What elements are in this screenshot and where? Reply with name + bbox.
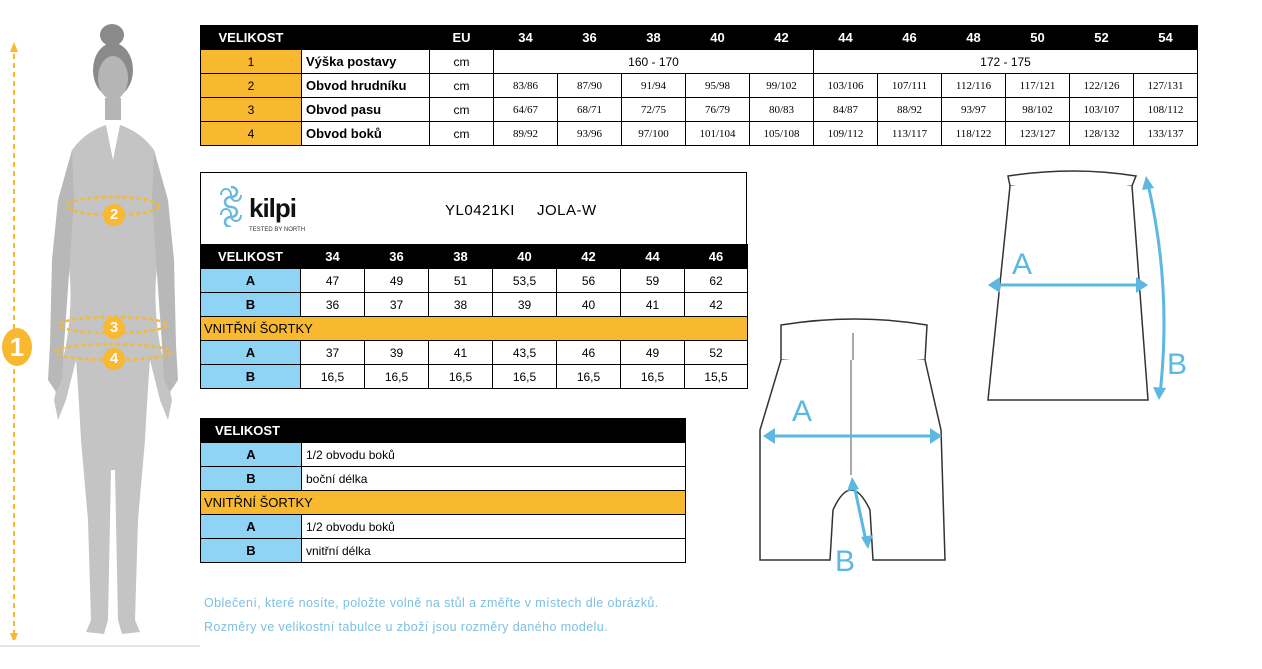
header-cell xyxy=(302,26,430,50)
note-line: Oblečení, které nosíte, položte volně na stůl a změřte v místech dle obrázků. xyxy=(204,596,659,610)
value-cell: 15,5 xyxy=(685,365,748,389)
marker-2: 2 xyxy=(103,204,125,226)
value-cell: 36 xyxy=(301,293,365,317)
value-cell: 39 xyxy=(493,293,557,317)
value-cell: 117/121 xyxy=(1006,74,1070,98)
table-row xyxy=(201,269,748,293)
value-cell: 62 xyxy=(685,269,748,293)
header-cell: 36 xyxy=(558,26,622,50)
table-row xyxy=(201,98,1198,122)
product-code: YL0421KI xyxy=(445,202,515,219)
value-cell: 16,5 xyxy=(365,365,429,389)
value-cell: 49 xyxy=(621,341,685,365)
value-cell: 68/71 xyxy=(558,98,622,122)
header-cell: 40 xyxy=(493,245,557,269)
product-name: JOLA-W xyxy=(537,202,597,219)
header-cell: 52 xyxy=(1070,26,1134,50)
row-label: A xyxy=(201,443,302,467)
header-cell: VELIKOST xyxy=(201,419,686,443)
size-table xyxy=(200,25,1198,146)
row-label: A xyxy=(201,341,301,365)
row-desc: vnitřní délka xyxy=(302,539,686,563)
table-row xyxy=(201,74,1198,98)
row-number: 2 xyxy=(201,74,302,98)
value-cell: 112/116 xyxy=(942,74,1006,98)
value-cell: 16,5 xyxy=(301,365,365,389)
value-cell: 16,5 xyxy=(557,365,621,389)
row-unit: cm xyxy=(430,122,494,146)
value-cell: 47 xyxy=(301,269,365,293)
value-cell: 89/92 xyxy=(494,122,558,146)
table-row xyxy=(201,341,748,365)
table-row xyxy=(201,539,686,563)
table-row xyxy=(201,467,686,491)
kilpi-logo xyxy=(215,183,305,241)
value-cell: 16,5 xyxy=(429,365,493,389)
value-cell: 46 xyxy=(557,341,621,365)
value-cell: 122/126 xyxy=(1070,74,1134,98)
row-label: Obvod pasu xyxy=(302,98,430,122)
marker-4: 4 xyxy=(103,348,125,370)
value-cell: 51 xyxy=(429,269,493,293)
kilpi-knot-icon xyxy=(215,183,247,227)
row-desc: 1/2 obvodu boků xyxy=(302,515,686,539)
value-cell: 80/83 xyxy=(750,98,814,122)
row-label: Výška postavy xyxy=(302,50,430,74)
value-cell: 109/112 xyxy=(814,122,878,146)
value-cell: 84/87 xyxy=(814,98,878,122)
value-cell: 41 xyxy=(621,293,685,317)
legend-table xyxy=(200,418,686,563)
value-cell: 91/94 xyxy=(622,74,686,98)
header-cell: 42 xyxy=(557,245,621,269)
value-cell: 118/122 xyxy=(942,122,1006,146)
note-line: Rozměry ve velikostní tabulce u zboží jsou rozměry daného modelu. xyxy=(204,620,608,634)
value-cell: 64/67 xyxy=(494,98,558,122)
body-figure xyxy=(0,0,200,664)
value-cell: 101/104 xyxy=(686,122,750,146)
value-cell: 52 xyxy=(685,341,748,365)
row-label: A xyxy=(201,269,301,293)
row-label: Obvod hrudníku xyxy=(302,74,430,98)
value-cell: 83/86 xyxy=(494,74,558,98)
shorts-label-a: A xyxy=(792,395,813,428)
value-cell: 56 xyxy=(557,269,621,293)
value-cell: 103/106 xyxy=(814,74,878,98)
value-cell: 99/102 xyxy=(750,74,814,98)
section-title: VNITŘNÍ ŠORTKY xyxy=(201,317,748,341)
value-cell: 16,5 xyxy=(493,365,557,389)
header-cell: 54 xyxy=(1134,26,1198,50)
shorts-label-b: B xyxy=(835,545,856,578)
value-cell: 49 xyxy=(365,269,429,293)
value-cell: 37 xyxy=(301,341,365,365)
table-row xyxy=(201,50,1198,74)
section-band xyxy=(201,317,748,341)
value-cell: 105/108 xyxy=(750,122,814,146)
logo-sub: TESTED BY NORTH xyxy=(249,227,306,233)
header-cell: 40 xyxy=(686,26,750,50)
shorts-diagram xyxy=(755,315,955,580)
row-number: 4 xyxy=(201,122,302,146)
value-cell: 113/117 xyxy=(878,122,942,146)
row-label: B xyxy=(201,293,301,317)
header-cell: 46 xyxy=(685,245,748,269)
row-label: B xyxy=(201,539,302,563)
value-cell: 43,5 xyxy=(493,341,557,365)
marker-3: 3 xyxy=(103,317,125,339)
table-row xyxy=(201,365,748,389)
value-cell: 93/97 xyxy=(942,98,1006,122)
value-cell: 87/90 xyxy=(558,74,622,98)
section-band xyxy=(201,491,686,515)
table-row xyxy=(201,293,748,317)
header-cell: 44 xyxy=(814,26,878,50)
header-cell: 38 xyxy=(622,26,686,50)
value-cell: 38 xyxy=(429,293,493,317)
skirt-diagram xyxy=(980,168,1195,408)
value-cell: 41 xyxy=(429,341,493,365)
header-cell: 48 xyxy=(942,26,1006,50)
value-cell: 53,5 xyxy=(493,269,557,293)
value-cell: 97/100 xyxy=(622,122,686,146)
table-row xyxy=(201,515,686,539)
header-cell: 34 xyxy=(301,245,365,269)
value-cell: 95/98 xyxy=(686,74,750,98)
row-label: B xyxy=(201,467,302,491)
header-cell: 42 xyxy=(750,26,814,50)
product-table-header xyxy=(201,245,748,269)
value-cell: 59 xyxy=(621,269,685,293)
value-cell: 128/132 xyxy=(1070,122,1134,146)
row-number: 1 xyxy=(201,50,302,74)
product-header xyxy=(200,172,747,244)
row-label: Obvod boků xyxy=(302,122,430,146)
section-title: VNITŘNÍ ŠORTKY xyxy=(201,491,686,515)
value-cell: 37 xyxy=(365,293,429,317)
row-unit: cm xyxy=(430,50,494,74)
header-cell: 38 xyxy=(429,245,493,269)
product-size-table xyxy=(200,244,748,389)
value-cell: 16,5 xyxy=(621,365,685,389)
value-cell: 93/96 xyxy=(558,122,622,146)
row-desc: boční délka xyxy=(302,467,686,491)
row-unit: cm xyxy=(430,98,494,122)
value-cell: 107/111 xyxy=(878,74,942,98)
value-cell: 103/107 xyxy=(1070,98,1134,122)
row-unit: cm xyxy=(430,74,494,98)
range-cell: 160 - 170 xyxy=(494,50,814,74)
row-number: 3 xyxy=(201,98,302,122)
header-cell: 50 xyxy=(1006,26,1070,50)
value-cell: 39 xyxy=(365,341,429,365)
skirt-label-a: A xyxy=(1012,248,1033,281)
header-cell: EU xyxy=(430,26,494,50)
value-cell: 88/92 xyxy=(878,98,942,122)
skirt-label-b: B xyxy=(1167,348,1188,381)
header-cell: VELIKOST xyxy=(201,245,301,269)
range-cell: 172 - 175 xyxy=(814,50,1198,74)
header-cell: 34 xyxy=(494,26,558,50)
marker-1: 1 xyxy=(2,328,32,366)
row-label: A xyxy=(201,515,302,539)
row-label: B xyxy=(201,365,301,389)
value-cell: 98/102 xyxy=(1006,98,1070,122)
header-cell: 46 xyxy=(878,26,942,50)
logo-text: kilpi xyxy=(249,193,297,223)
value-cell: 76/79 xyxy=(686,98,750,122)
header-cell: VELIKOST xyxy=(201,26,302,50)
value-cell: 72/75 xyxy=(622,98,686,122)
row-desc: 1/2 obvodu boků xyxy=(302,443,686,467)
value-cell: 133/137 xyxy=(1134,122,1198,146)
legend-header xyxy=(201,419,686,443)
value-cell: 108/112 xyxy=(1134,98,1198,122)
value-cell: 40 xyxy=(557,293,621,317)
header-cell: 36 xyxy=(365,245,429,269)
value-cell: 127/131 xyxy=(1134,74,1198,98)
header-cell: 44 xyxy=(621,245,685,269)
value-cell: 123/127 xyxy=(1006,122,1070,146)
table-row xyxy=(201,443,686,467)
size-table-header xyxy=(201,26,1198,50)
value-cell: 42 xyxy=(685,293,748,317)
table-row xyxy=(201,122,1198,146)
